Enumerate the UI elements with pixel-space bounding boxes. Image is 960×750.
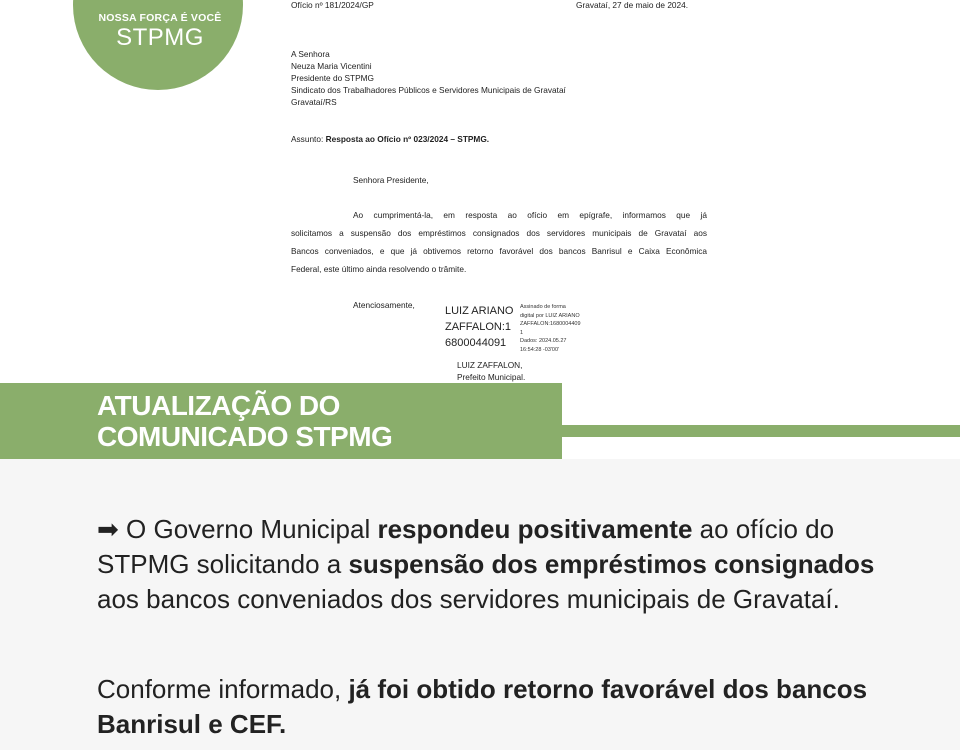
- body-line: Federal, este último ainda resolvendo o trâmite.: [291, 264, 467, 274]
- closing: Atenciosamente,: [353, 300, 415, 310]
- oficio-number: Ofício nº 181/2024/GP: [291, 0, 374, 10]
- digital-signature-line: Dados: 2024.05.27: [520, 338, 567, 344]
- body-line: Ao cumprimentá-la, em resposta ao ofício em epígrafe, informamos que já: [353, 210, 707, 220]
- signature-name: 6800044091: [445, 337, 507, 349]
- digital-signature-line: ZAFFALON:1680004409: [520, 321, 581, 327]
- recipient-line: Presidente do STPMG: [291, 73, 375, 83]
- logo-name: STPMG: [116, 24, 204, 51]
- body-line: solicitamos a suspensão dos empréstimos consignados dos servidores municipais de Gravataí aos: [291, 228, 707, 238]
- banner-title-line: ATUALIZAÇÃO DO: [97, 390, 340, 421]
- body-line: Bancos conveniados, e que já obtivemos retorno favorável dos bancos Banrisul e Caixa Econômica: [291, 246, 707, 256]
- banner-stripe: [562, 425, 960, 437]
- digital-signature-line: 1: [520, 329, 524, 336]
- recipient-line: A Senhora: [291, 49, 330, 59]
- recipient-line: Sindicato dos Trabalhadores Públicos e Servidores Municipais de Gravataí: [291, 85, 566, 95]
- recipient-line: Gravataí/RS: [291, 97, 337, 107]
- signer-title: Prefeito Municipal.: [457, 372, 526, 382]
- assunto-value: Resposta ao Ofício nº 023/2024 – STPMG.: [325, 134, 490, 144]
- digital-signature-info: [520, 303, 581, 354]
- banner-title: [97, 390, 392, 452]
- recipient-line: Neuza Maria Vicentini: [291, 61, 372, 71]
- update-paragraph-1: ➡ O Governo Municipal respondeu positivamente ao ofício do STPMG solicitando a suspensão dos empréstimos consignados aos bancos conveniados dos servidores municipais de Gravataí.: [97, 514, 875, 614]
- arrow-right-icon: ➡: [97, 514, 119, 544]
- logo-tagline: NOSSA FORÇA É VOCÊ: [98, 12, 222, 24]
- signature-name: ZAFFALON:1: [445, 321, 512, 333]
- assunto: [291, 134, 489, 144]
- salutation: Senhora Presidente,: [353, 175, 429, 185]
- assunto-label: Assunto:: [291, 134, 324, 144]
- signer-name: LUIZ ZAFFALON,: [457, 360, 523, 370]
- banner-title-line: COMUNICADO STPMG: [97, 421, 393, 452]
- update-paragraph-2: Conforme informado, já foi obtido retorno favorável dos bancos Banrisul e CEF.: [97, 674, 868, 739]
- digital-signature-line: digital por LUIZ ARIANO: [520, 312, 580, 319]
- digital-signature-line: Assinado de forma: [520, 304, 566, 310]
- signature-name: LUIZ ARIANO: [445, 305, 514, 317]
- digital-signature-line: 16:54:28 -03'00': [520, 346, 560, 353]
- letter-date: Gravataí, 27 de maio de 2024.: [576, 0, 689, 10]
